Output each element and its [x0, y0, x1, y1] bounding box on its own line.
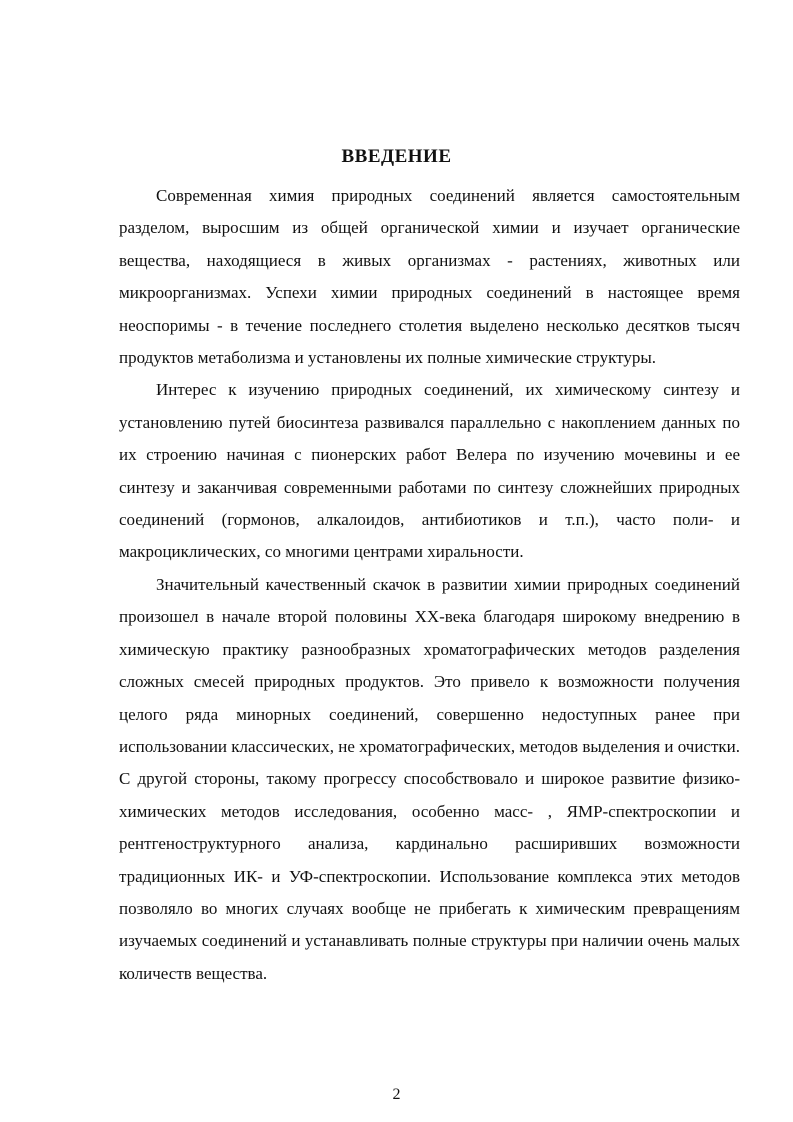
- page-number: 2: [392, 1086, 401, 1103]
- paragraph-2: Интерес к изучению природных соединений, их химическому синтезу и установлению путей биосинтеза развивался параллельно с накоплением данных по их строению начиная с пионерских работ Велера по изучению мочевины и ее синтезу и заканчивая современными работами по синтезу сложнейших природных соединений (гормонов, алкалоидов, антибиотиков и т.п.), часто поли- и макроциклических, со многими центрами хиральности.: [119, 380, 740, 562]
- paragraph-1: Современная химия природных соединений является самостоятельным разделом, выросшим из общей органической химии и изучает органические вещества, находящиеся в живых организмах - растениях, животных или микроорганизмах. Успехи химии природных соединений в настоящее время неоспоримы - в течение последнего столетия выделено несколько десятков тысяч продуктов метаболизма и установлены их полные химические структуры.: [119, 186, 740, 368]
- page-title: ВВЕДЕНИЕ: [341, 146, 452, 167]
- paragraph-3: Значительный качественный скачок в развитии химии природных соединений произошел в начале второй половины XX-века благодаря широкому внедрению в химическую практику разнообразных хроматографических методов разделения сложных смесей природных продуктов. Это привело к возможности получения целого ряда минорных соединений, совершенно недоступных ранее при использовании классических, не хроматографических, методов выделения и очистки. С другой стороны, такому прогрессу способствовало и широкое развитие физико-химических методов исследования, особенно масс- , ЯМР-спектроскопии и рентгеноструктурного анализа, кардинально расширивших возможности традиционных ИК- и УФ-спектроскопии. Использование комплекса этих методов позволяло во многих случаях вообще не прибегать к химическим превращениям изучаемых соединений и устанавливать полные структуры при наличии очень малых количеств вещества.: [119, 574, 740, 983]
- document-body: [119, 180, 740, 990]
